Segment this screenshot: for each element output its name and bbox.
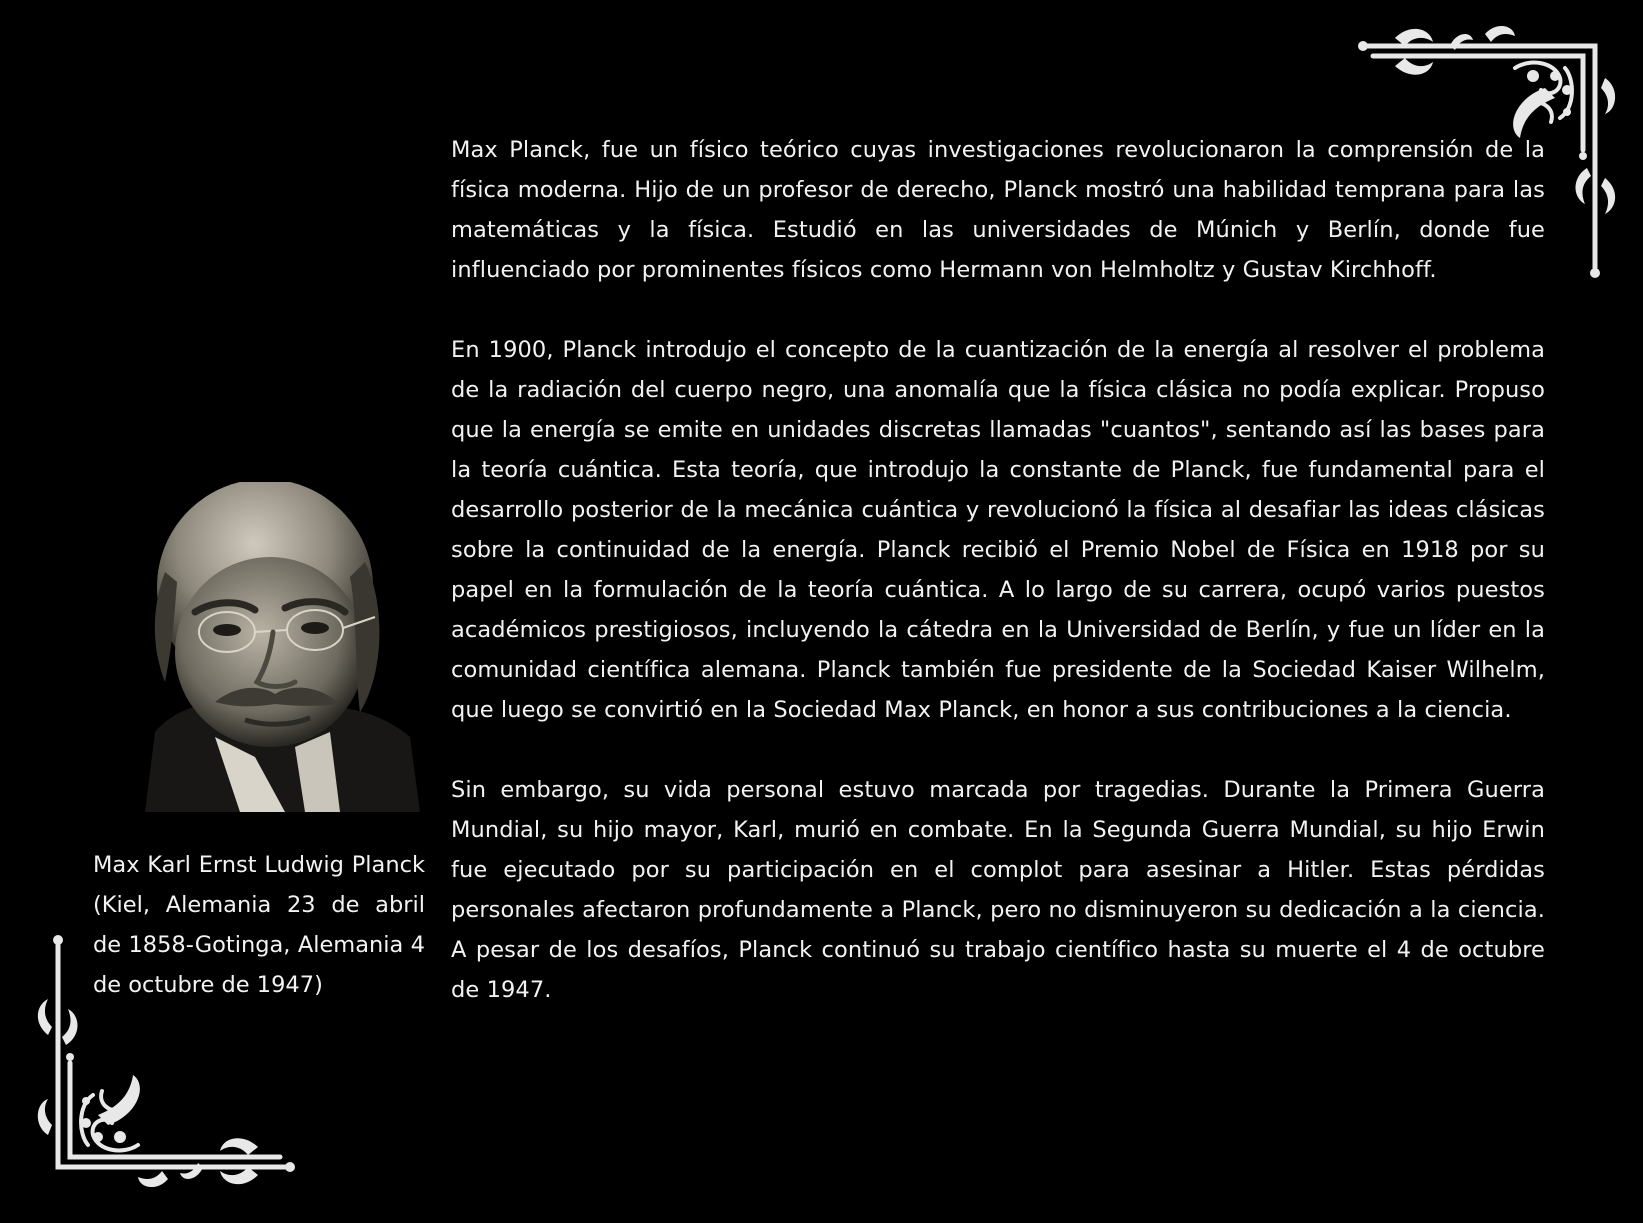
portrait-caption: Max Karl Ernst Ludwig Planck (Kiel, Alemania 23 de abril de 1858-Gotinga, Alemania 4 de octubre de 1947) [93,852,425,998]
article-paragraph: En 1900, Planck introdujo el concepto de la cuantización de la energía al resolver el problema de la radiación del cuerpo negro, una anomalía que la física clásica no podía explicar. Propuso que la energía se emite en unidades discretas llamadas "cuantos", sentando así las bases para la teoría cuántica. Esta teoría, que introdujo la constante de Planck, fue fundamental para el desarrollo posterior de la mecánica cuántica y revolucionó la física al desafiar las ideas clásicas sobre la continuidad de la energía. Planck recibió el Premio Nobel de Física en 1918 por su papel en la formulación de la teoría cuántica. A lo largo de su carrera, ocupó varios puestos académicos prestigiosos, incluyendo la cátedra en la Universidad de Berlín, y fue un líder en la comunidad científica alemana. Planck también fue presidente de la Sociedad Kaiser Wilhelm, que luego se convirtió en la Sociedad Max Planck, en honor a sus contribuciones a la ciencia. [451,337,1545,723]
portrait-illustration-icon [145,482,420,812]
article-paragraph: Sin embargo, su vida personal estuvo marcada por tragedias. Durante la Primera Guerra Mundial, su hijo mayor, Karl, murió en combate. En la Segunda Guerra Mundial, su hijo Erwin fue ejecutado por su participación en el complot para asesinar a Hitler. Estas pérdidas personales afectaron profundamente a Planck, pero no disminuyeron su dedicación a la ciencia. A pesar de los desafíos, Planck continuó su trabajo científico hasta su muerte el 4 de octubre de 1947. [451,777,1545,1003]
article-paragraph: Max Planck, fue un físico teórico cuyas investigaciones revolucionaron la comprensión de la física moderna. Hijo de un profesor de derecho, Planck mostró una habilidad temprana para las matemáticas y la física. Estudió en las universidades de Múnich y Berlín, donde fue influenciado por prominentes físicos como Hermann von Helmholtz y Gustav Kirchhoff. [451,137,1545,283]
article-body [451,130,1545,1050]
portrait-photo [145,482,420,812]
